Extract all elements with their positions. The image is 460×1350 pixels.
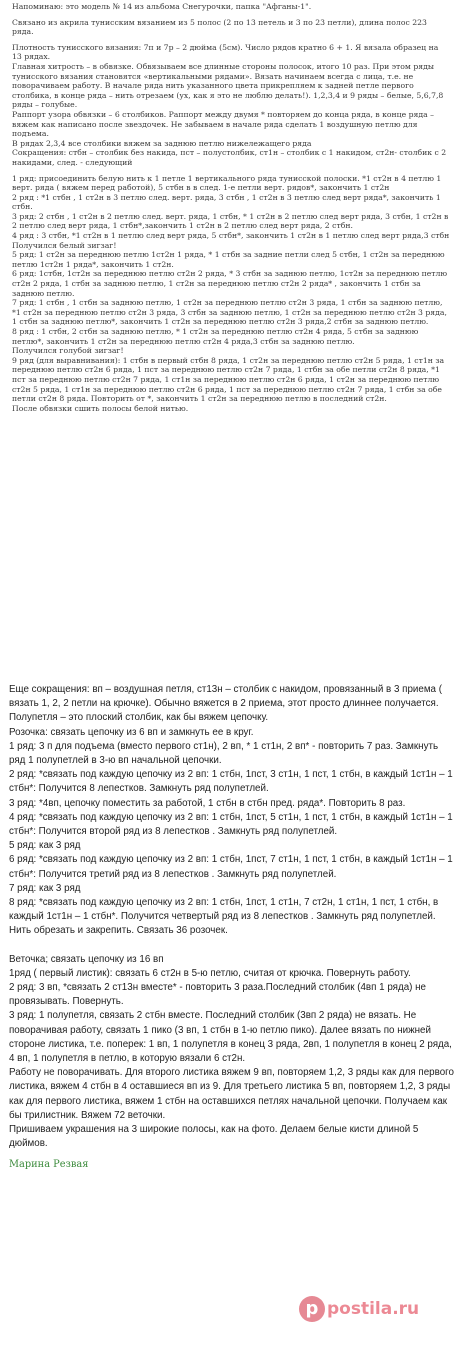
row-instruction: 2 ряд: 3 вп, *связать 2 ст13н вместе* - повторить 3 раза.Последний столбик (4вп 1 ряда) не провязывать. Повернуть. bbox=[9, 982, 426, 1008]
paragraph: Еще сокращения: вп – воздушная петля, ст13н – столбик с накидом, провязанный в 3 приема ( вязать 1, 2, 2 петли на крючке). Обычно вяжется в 2 приема, этот просто длиннее получается. bbox=[9, 684, 442, 710]
note: Получился голубой зигзаг! bbox=[12, 346, 124, 356]
row-instruction: 8 ряд: *связать под каждую цепочку из 2 вп: 1 стбн, 1пст, 1 ст1н, 7 ст2н, 1 ст1н, 1 пст, 1 стбн, в каждый 1ст1н – 1 стбн*. Получится четвертый ряд из 8 лепестков . Замкнуть ряд полупетлей. Нить обрезать и закрепить. Связать 36 розочек. bbox=[9, 897, 439, 937]
row-instruction: 1 ряд: присоединить белую нить к 1 петле 1 вертикального ряда тунисской полоски. *1 ст2н в 4 петлю 1 верт. ряда ( вяжем перед работой), 5 стбн в в след. 1-е петли верт. рядов*, закончить 1 ст2н bbox=[12, 173, 442, 193]
note: После обвязки сшить полосы белой нитью. bbox=[12, 403, 189, 413]
paragraph: Веточка; связать цепочку из 16 вп bbox=[9, 953, 164, 965]
paragraph: Раппорт узора обвязки – 6 столбиков. Раппорт между двумя * повторяем до конца ряда, в конце ряда – вяжем как написано после звездочек. Не забываем в начале ряда сделать 1 воздушную петлю для подъема. bbox=[12, 109, 434, 139]
paragraph: В рядах 2,3,4 все столбики вяжем за заднюю петлю нижележащего ряда bbox=[12, 138, 312, 148]
row-instruction: 4 ряд: *связать под каждую цепочку из 2 вп: 1 стбн, 1пст, 5 ст1н, 1 пст, 1 стбн, в каждый 1ст1н – 1 стбн*: Получится второй ряд из 8 лепестков . Замкнуть ряд полупетлей. bbox=[9, 811, 453, 838]
row-instruction: 1 ряд: 3 п для подъема (вместо первого ст1н), 2 вп, * 1 ст1н, 2 вп* - повторить 7 раз. Замкнуть ряд 1 полупетлей в 3-ю вп начальной цепочки. bbox=[9, 740, 439, 767]
row-instruction: 5 ряд: как 3 ряд bbox=[9, 840, 81, 852]
row-instruction: 7 ряд: 1 стбн , 1 стбн за заднюю петлю, 1 ст2н за переднюю петлю ст2н 3 ряда, 1 стбн за заднюю петлю, *1 ст2н за переднюю петлю ст2н 3 ряда, 3 стбн за заднюю петлю, 1 ст2н за переднюю петлю ст2н 3 ряда, 1 стбн за заднюю петлю*, закончить 1 ст2н за переднюю петлю ст2н 3 ряда,2 стбн за заднюю петлю. bbox=[12, 298, 447, 327]
instructions-top bbox=[12, 2, 450, 413]
row-instruction: 6 ряд: 1стбн, 1ст2н за переднюю петлю ст2н 2 ряда, * 3 стбн за заднюю петлю, 1ст2н за переднюю петлю ст2н 2 ряда, 1 стбн за заднюю петлю, 1 ст2н за переднюю петлю ст2н 2 ряда* , закончить 1 стбн за заднюю петлю. bbox=[12, 269, 448, 298]
row-instruction: 6 ряд: *связать под каждую цепочку из 2 вп: 1 стбн, 1пст, 7 ст1н, 1 пст, 1 стбн, в каждый 1ст1н – 1 стбн*: Получится третий ряд из 8 лепестков . Замкнуть ряд полупетлей. bbox=[9, 854, 453, 880]
paragraph: Связано из акрила тунисским вязанием из 5 полос (2 по 13 петель и 3 по 23 петли), длина полос 223 ряда. bbox=[12, 17, 427, 37]
row-instruction: 2 ряд : *1 стбн , 1 ст2н в 3 петлю след. верт. ряда, 3 стбн , 1 ст2н в 3 петлю след верт ряда*, закончить 1 стбн. bbox=[12, 192, 441, 212]
row-instruction: 4 ряд : 3 стбн, *1 ст2н в 1 петлю след верт ряда, 5 стбн*, закончить 1 ст2н в 1 петлю след верт ряда,3 стбн bbox=[12, 231, 450, 241]
row-instruction: 2 ряд: *связать под каждую цепочку из 2 вп: 1 стбн, 1пст, 3 ст1н, 1 пст, 1 стбн, в каждый 1ст1н – 1 стбн*: Получится 8 лепестков. Замкнуть ряд полупетлей. bbox=[9, 769, 453, 795]
paragraph: Сокращения: стбн – столбик без накида, пст – полустолбик, ст1н – столбик с 1 накидом, ст2н- столбик с 2 накидами, след. - следующий bbox=[12, 148, 447, 167]
paragraph: Пришиваем украшения на 3 широкие полосы, как на фото. Делаем белые кисти длиной 5 дюймов. bbox=[9, 1124, 419, 1150]
watermark-text: postila.ru bbox=[327, 1299, 420, 1319]
row-instruction: 5 ряд: 1 ст2н за переднюю петлю 1ст2н 1 ряда, * 1 стбн за задние петли след 5 стбн, 1 ст2н за переднюю петлю 1ст2н 1 ряда*, закончить 1 ст2н. bbox=[12, 250, 445, 269]
paragraph: Плотность тунисского вязания: 7п и 7р – 2 дюйма (5см). Число рядов кратно 6 + 1. Я вязала образец на 13 рядах. bbox=[12, 42, 439, 62]
watermark-logo bbox=[299, 1296, 455, 1332]
row-instruction: 8 ряд : 1 стбн, 2 стбн за заднюю петлю, * 1 ст2н за переднюю петлю ст2н 4 ряда, 5 стбн за заднюю петлю*, закончить 1 ст2н за переднюю петлю ст2н 4 ряда,3 стбн за заднюю петлю. bbox=[12, 327, 419, 346]
paragraph: Работу не поворачивать. Для второго листика вяжем 9 вп, повторяем 1,2, 3 ряды как для первого листика, вяжем 4 стбн в 4 оставшиеся вп из 9. Для третьего листика 5 вп, повторяем 1,2, 3 ряды как для первого листика, вяжем 1 стбн на оставшихся петлях начальной цепочки. Получаем как бы трилистник. Вяжем 72 веточки. bbox=[9, 1067, 454, 1121]
paragraph: Напоминаю: это модель № 14 из альбома Снегурочки, папка "Афганы-1". bbox=[12, 2, 312, 11]
author-signature: Марина Резвая bbox=[9, 1158, 89, 1170]
paragraph: Главная хитрость – в обвязке. Обвязываем все длинные стороны полосок, итого 10 раз. При этом ряды тунисского вязания становятся «вертикальными рядами». Вязать начинаем всегда с лица, т.е. не поворачиваем работу. В начале ряда нить указанного цвета прикрепляем к задней петле первого столбика, в конце ряда – нить отрезаем (ух, как я это не люблю делать!). 1,2,3,4 и 9 ряды – белые, 5,6,7,8 ряды – голубые. bbox=[12, 61, 444, 110]
row-instruction: 3 ряд: 2 стбн , 1 ст2н в 2 петлю след. верт. ряда, 1 стбн, * 1 ст2н в 2 петлю след верт ряда, 3 стбн, 1 ст2н в 2 петлю след верт ряда, 1 стбн*,закончить 1 ст2н в 2 петлю след верт ряда, 2 стбн. bbox=[12, 211, 449, 231]
paragraph: Полупетля – это плоский столбик, как бы вяжем цепочку. bbox=[9, 712, 269, 724]
row-instruction: 1ряд ( первый листик): связать 6 ст2н в 5-ю петлю, считая от крючка. Повернуть работу. bbox=[9, 967, 411, 979]
row-instruction: 7 ряд: как 3 ряд bbox=[9, 882, 81, 894]
paragraph: Розочка: связать цепочку из 6 вп и замкнуть ее в круг. bbox=[9, 726, 254, 738]
row-instruction: 9 ряд (для выравнивания): 1 стбн в первый стбн 8 ряда, 1 ст2н за переднюю петлю ст2н 5 ряда, 1 ст1н за переднюю петлю ст2н 6 ряда, 1 пст за переднюю петлю ст2н 7 ряда, 1 стбн за обе петли ст2н 8 ряда, *1 пст за переднюю петлю ст2н 7 ряда, 1 ст1н за переднюю петлю ст2н 6 ряда, 1 ст2н за переднюю петлю ст2н 5 ряда, 1 ст1н за переднюю петлю ст2н 6 ряда, 1 пст за переднюю петлю ст2н 7 ряда, 1 стбн за обе петли ст2н 8 ряда. Повторить от *, закончить 1 ст2н за переднюю петлю в последний ст2н. bbox=[12, 355, 445, 404]
row-instruction: 3 ряд: *4вп, цепочку поместить за работой, 1 стбн в стбн пред. ряда*. Повторить 8 раз. bbox=[9, 797, 406, 809]
pin-icon: p bbox=[299, 1296, 325, 1322]
row-instruction: 3 ряд: 1 полупетля, связать 2 стбн вместе. Последний столбик (3вп 2 ряда) не вязать. Не поворачивая работу, связать 1 пико (3 вп, 1 стбн в 1-ю петлю пико). Далее вязать по нижней стороне листика, т.е. поперек: 1 вп, 1 полупетля в конец 3 ряда, 2вп, 1 полупетля в конец 2 ряда, 4 вп, 1 полупетля в петлю, в которую вязали 6 ст2н. bbox=[9, 1010, 452, 1065]
note: Получился белый зигзаг! bbox=[12, 240, 117, 250]
instructions-bottom bbox=[9, 683, 455, 1172]
